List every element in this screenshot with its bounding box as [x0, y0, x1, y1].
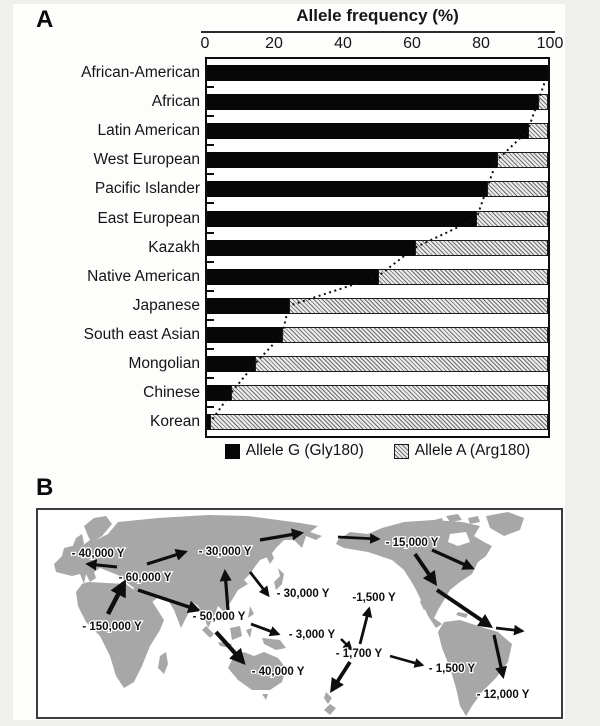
chart-title: Allele frequency (%)	[296, 6, 459, 25]
island-japan	[274, 568, 284, 590]
year-label-8: -1,500 Y	[352, 592, 396, 604]
category-label-mongolian: Mongolian	[128, 355, 200, 372]
bar-allele-g	[207, 65, 548, 81]
bar-allele-a	[282, 327, 548, 343]
legend-swatch-black-icon	[225, 444, 240, 459]
migration-arrow-14	[251, 624, 278, 634]
island-philippines	[248, 606, 254, 618]
island-greenland	[486, 512, 524, 536]
panel-a-label: A	[36, 6, 54, 33]
migration-arrow-13	[250, 572, 268, 595]
bar-allele-g	[207, 298, 289, 314]
bar-allele-a	[487, 181, 548, 197]
category-label-south-east-asian: South east Asian	[83, 325, 200, 343]
year-label-10: - 1,700 Y	[335, 648, 383, 660]
migration-arrow-4	[338, 537, 378, 539]
y-axis-minor-tick	[207, 202, 214, 204]
legend-item-allele-g	[225, 442, 364, 460]
chart-legend	[205, 442, 550, 460]
category-label-kazakh: Kazakh	[148, 238, 200, 256]
migration-arrow-7	[437, 590, 490, 626]
year-label-13: - 12,000 Y	[476, 689, 530, 701]
category-label-korean: Korean	[150, 413, 200, 431]
category-label-chinese: Chinese	[143, 384, 200, 402]
migration-arrow-17	[360, 609, 369, 644]
bar-allele-g	[207, 123, 528, 139]
x-axis-tick-40: 40	[334, 35, 352, 52]
bar-allele-g	[207, 152, 497, 168]
axis-top-rule	[201, 31, 555, 33]
y-axis-minor-tick	[207, 319, 214, 321]
category-label-latin-american: Latin American	[97, 122, 200, 140]
bar-allele-g	[207, 327, 282, 343]
bar-allele-g	[207, 211, 476, 227]
arctic-island-1	[446, 514, 462, 522]
year-label-5: - 150,000 Y	[82, 621, 142, 633]
bar-allele-g	[207, 181, 487, 197]
island-new-guinea	[262, 638, 286, 650]
bar-allele-a	[415, 240, 548, 256]
x-axis-tick-60: 60	[403, 35, 421, 52]
world-migration-map	[36, 508, 563, 719]
bar-allele-g	[207, 269, 378, 285]
category-label-west-european: West European	[93, 151, 200, 169]
bar-allele-a	[289, 298, 548, 314]
y-axis-minor-tick	[207, 348, 214, 350]
x-axis-tick-80: 80	[472, 35, 490, 52]
bar-allele-a	[210, 414, 548, 430]
bar-allele-a	[231, 385, 548, 401]
island-new-zealand-south	[324, 704, 336, 715]
bar-allele-g	[207, 356, 255, 372]
year-label-9: - 3,000 Y	[288, 629, 336, 641]
year-label-11: - 1,500 Y	[428, 663, 476, 675]
bar-allele-g	[207, 240, 415, 256]
year-label-12: - 40,000 Y	[251, 666, 305, 678]
y-axis-minor-tick	[207, 144, 214, 146]
island-sulawesi	[246, 628, 252, 638]
migration-arrow-19	[332, 662, 350, 690]
bar-allele-g	[207, 385, 231, 401]
legend-swatch-hatched-icon	[394, 444, 409, 459]
category-label-japanese: Japanese	[132, 296, 200, 314]
island-tasmania	[262, 694, 268, 700]
migration-arrow-18	[390, 656, 422, 665]
category-label-african-american: African-American	[81, 64, 200, 81]
year-label-6: - 50,000 Y	[192, 611, 246, 623]
y-axis-minor-tick	[207, 86, 214, 88]
x-axis-tick-100: 100	[536, 35, 564, 52]
bar-allele-a	[255, 356, 548, 372]
category-label-african: African	[151, 93, 200, 111]
year-label-4: - 15,000 Y	[385, 537, 439, 549]
y-axis-minor-tick	[207, 290, 214, 292]
year-label-3: - 30,000 Y	[198, 546, 252, 558]
y-axis-minor-tick	[207, 377, 214, 379]
legend-label-allele-a: Allele A (Arg180)	[414, 442, 531, 459]
bar-allele-a	[476, 211, 548, 227]
y-axis-minor-tick	[207, 232, 214, 234]
arctic-island-2	[468, 516, 480, 524]
y-axis-minor-tick	[207, 115, 214, 117]
island-cuba	[456, 612, 468, 618]
year-label-1: - 40,000 Y	[71, 548, 125, 560]
y-axis-minor-tick	[207, 261, 214, 263]
category-label-native-american: Native American	[87, 267, 200, 285]
bar-allele-g	[207, 94, 538, 110]
panel-b-label: B	[36, 474, 54, 501]
x-axis-tick-20: 20	[265, 35, 283, 52]
x-axis-tick-0: 0	[200, 35, 210, 52]
category-label-pacific-islander: Pacific Islander	[94, 180, 200, 198]
bar-allele-a	[538, 94, 548, 110]
island-new-zealand-north	[324, 692, 332, 704]
year-label-7: - 30,000 Y	[276, 588, 330, 600]
island-borneo	[230, 626, 242, 640]
bar-allele-a	[378, 269, 548, 285]
migration-arrow-8	[496, 628, 522, 631]
world-map-svg	[38, 510, 561, 717]
continents	[54, 512, 524, 716]
legend-label-allele-g: Allele G (Gly180)	[245, 442, 364, 459]
y-axis-minor-tick	[207, 173, 214, 175]
bar-allele-a	[497, 152, 548, 168]
y-axis-minor-tick	[207, 406, 214, 408]
legend-item-allele-a	[394, 442, 530, 460]
island-madagascar	[158, 652, 168, 674]
category-label-east-european: East European	[97, 209, 200, 227]
bar-allele-a	[528, 123, 548, 139]
year-label-2: - 60,000 Y	[118, 572, 172, 584]
